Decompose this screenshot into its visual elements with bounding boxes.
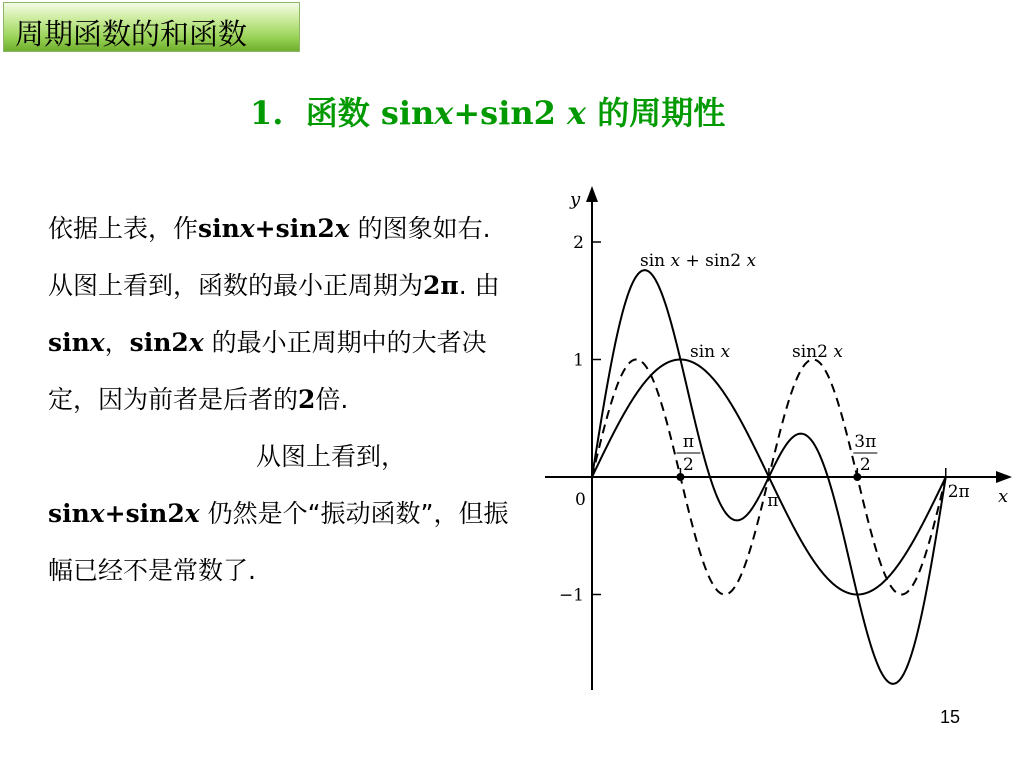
p1-math-x2: x <box>334 214 350 243</box>
heading-prefix: 函数 sin <box>305 94 435 132</box>
y-tick-label: −1 <box>558 585 584 606</box>
p2-text-e: 倍. <box>315 385 349 414</box>
p2-math-sin2: sin2 <box>129 328 189 357</box>
p1-text-a: 依据上表，作 <box>48 214 199 243</box>
p2-text-d: 的最小正周期中的大者决定，因为前者是后者的 <box>48 328 487 414</box>
x-tick-label-den: 2 <box>683 455 694 475</box>
heading-var-2: x <box>567 94 587 132</box>
y-tick-label: 2 <box>573 233 584 253</box>
y-axis-label: y <box>570 189 581 210</box>
p2-math-x: x <box>89 328 105 357</box>
label-sum-curve-part: x <box>670 251 681 271</box>
y-tick-label: 1 <box>573 350 584 371</box>
p2-math-sum-x2: x <box>184 499 200 528</box>
p2-text-c: ， <box>104 328 130 357</box>
p2-math-sum-sin2: +sin2 <box>104 499 185 528</box>
p1-text-b: 的图象如右. <box>349 214 491 243</box>
x-tick-label-den: 2 <box>859 455 871 475</box>
label-sin2x-curve-part: x <box>833 342 843 362</box>
x-tick-label: 2π <box>947 482 970 502</box>
p2-math-sin: sin <box>48 328 90 357</box>
origin-label: 0 <box>575 490 586 510</box>
x-axis-label: x <box>998 486 1009 507</box>
p2-math-period: 2π <box>423 271 459 300</box>
label-sin2x-curve-part: sin2 <box>792 342 834 362</box>
heading-var-1: x <box>434 94 454 132</box>
p2-math-sum-sin: sin <box>48 499 90 528</box>
p1-math-sin: sin <box>198 214 240 243</box>
label-sinx-curve <box>690 342 731 362</box>
x-tick-label-num: π <box>682 432 695 452</box>
page-number: 15 <box>940 707 961 727</box>
p2-text-b: . 由 <box>458 271 500 300</box>
x-tick-label-num: 3π <box>854 432 877 452</box>
heading-middle: +sin2 <box>453 94 568 132</box>
p2-math-x2: x <box>188 328 204 357</box>
x-axis-arrow <box>996 471 1012 483</box>
p2-math-two: 2 <box>298 385 316 414</box>
p2-math-sum-x1: x <box>89 499 105 528</box>
label-sum-curve-part: sin <box>640 251 671 271</box>
p2-text-a: 从图上看到，函数的最小正周期为 <box>48 271 424 300</box>
label-sinx-curve-part: sin <box>690 342 721 362</box>
p2-text-g: 仍然是个“振动函数”，但振幅已经不是常数了. <box>48 499 509 585</box>
label-sin2x-curve <box>792 342 843 362</box>
p1-math-sin2: +sin2 <box>254 214 335 243</box>
y-axis-arrow <box>586 186 598 202</box>
label-sum-curve <box>640 251 757 271</box>
label-sum-curve-part: + sin2 <box>680 251 747 271</box>
x-tick-label: π <box>767 491 779 511</box>
p1-math-x1: x <box>239 214 255 243</box>
p2-text-f: 从图上看到， <box>256 442 407 471</box>
section-title: 周期函数的和函数 <box>15 17 248 51</box>
label-sinx-curve-part: x <box>720 342 731 362</box>
heading-number: 1. <box>250 94 284 132</box>
label-sum-curve-part: x <box>746 251 757 271</box>
heading-suffix: 的周期性 <box>586 94 726 132</box>
